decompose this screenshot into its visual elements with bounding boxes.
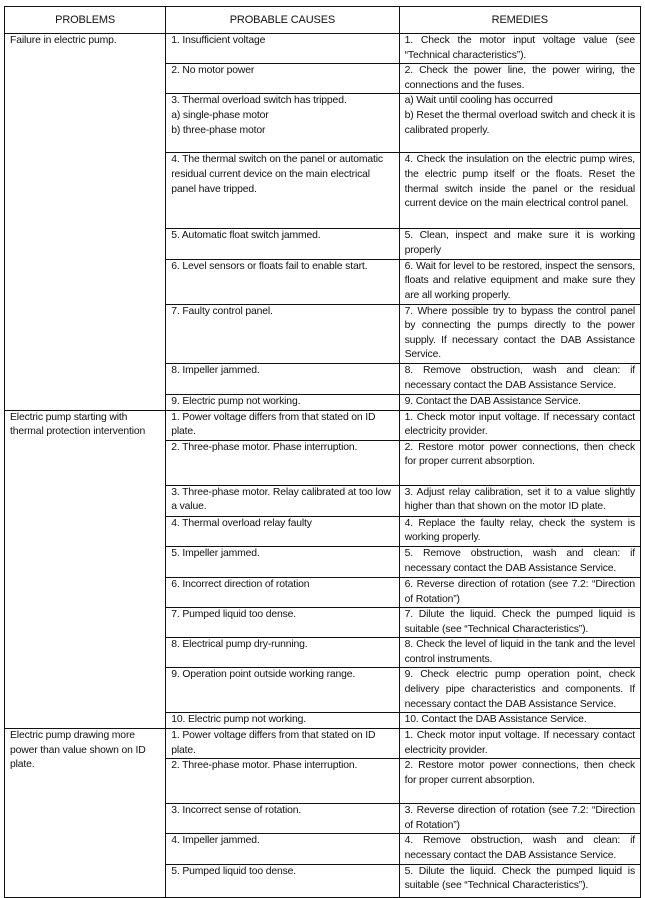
cause-cell: 4. Thermal overload relay faulty	[166, 516, 399, 546]
table-body	[5, 34, 641, 898]
remedy-cell: 1. Check motor input voltage. If necessary contact electricity provider.	[399, 729, 640, 759]
remedy-cell: 1. Check motor input voltage. If necessary contact electricity provider.	[399, 410, 640, 440]
problem-cell: Failure in electric pump.	[5, 34, 166, 411]
remedy-cell: 2. Check the power line, the power wiring, the connections and the fuses.	[399, 64, 640, 94]
remedy-cell: 8. Check the level of liquid in the tank and the level control instruments.	[399, 638, 640, 668]
remedy-cell: 6. Reverse direction of rotation (see 7.2: “Direction of Rotation”)	[399, 577, 640, 607]
remedy-cell: 7. Dilute the liquid. Check the pumped liquid is suitable (see “Technical Characteristics”).	[399, 608, 640, 638]
cause-cell: 3. Three-phase motor. Relay calibrated at too low a value.	[166, 485, 399, 516]
problem-cell: Electric pump drawing more power than value shown on ID plate.	[5, 729, 166, 898]
header-remedies: REMEDIES	[399, 7, 640, 34]
cause-cell: 9. Electric pump not working.	[166, 394, 399, 410]
remedy-cell: 9. Check electric pump operation point, check delivery pipe characteristics and components. If necessary contact the DAB Assistance Service.	[399, 668, 640, 713]
cause-cell: 5. Impeller jammed.	[166, 546, 399, 577]
cause-cell: 9. Operation point outside working range.	[166, 668, 399, 713]
remedy-cell: 4. Check the insulation on the electric pump wires, the electric pump itself or the floats. Reset the thermal switch inside the panel or the residual current device on the main electrical control panel.	[399, 153, 640, 229]
cause-line: a) single-phase motor	[171, 109, 269, 121]
problem-cell: Electric pump starting with thermal protection intervention	[5, 410, 166, 729]
remedy-cell: 7. Where possible try to bypass the control panel by connecting the pumps directly to the power supply. If necessary contact the DAB Assistance Service.	[399, 304, 640, 363]
remedy-cell: 9. Contact the DAB Assistance Service.	[399, 394, 640, 410]
cause-cell: 8. Impeller jammed.	[166, 363, 399, 394]
header-problems: PROBLEMS	[5, 7, 166, 34]
header-row	[5, 7, 641, 34]
remedy-cell: 4. Replace the faulty relay, check the system is working properly.	[399, 516, 640, 546]
cause-cell: 3. Incorrect sense of rotation.	[166, 804, 399, 834]
remedy-cell: 2. Restore motor power connections, then check for proper current absorption.	[399, 759, 640, 804]
cause-cell: 10. Electric pump not working.	[166, 713, 399, 729]
remedy-cell: 10. Contact the DAB Assistance Service.	[399, 713, 640, 729]
remedy-cell: 5. Remove obstruction, wash and clean: if necessary contact the DAB Assistance Service.	[399, 546, 640, 577]
cause-cell: 7. Faulty control panel.	[166, 304, 399, 363]
cause-cell: 4. Impeller jammed.	[166, 834, 399, 864]
remedy-cell: 2. Restore motor power connections, then check for proper current absorption.	[399, 440, 640, 485]
remedy-cell	[399, 94, 640, 153]
cause-line: b) three-phase motor	[171, 124, 266, 136]
cause-cell	[166, 94, 399, 153]
remedy-line: b) Reset the thermal overload switch and check it is calibrated properly.	[404, 109, 635, 136]
table-row	[5, 410, 641, 440]
cause-cell: 1. Power voltage differs from that stated on ID plate.	[166, 410, 399, 440]
troubleshooting-table	[4, 6, 641, 898]
cause-cell: 7. Pumped liquid too dense.	[166, 608, 399, 638]
cause-cell: 5. Pumped liquid too dense.	[166, 864, 399, 897]
remedy-cell: 6. Wait for level to be restored, inspect the sensors, floats and relative equipment and make sure they are all working properly.	[399, 259, 640, 304]
cause-cell: 2. No motor power	[166, 64, 399, 94]
remedy-cell: 5. Dilute the liquid. Check the pumped liquid is suitable (see “Technical Characteristics”).	[399, 864, 640, 897]
cause-cell: 1. Insufficient voltage	[166, 34, 399, 64]
remedy-cell: 4. Remove obstruction, wash and clean: if necessary contact the DAB Assistance Service.	[399, 834, 640, 864]
cause-cell: 1. Power voltage differs from that stated on ID plate.	[166, 729, 399, 759]
remedy-line: a) Wait until cooling has occurred	[404, 95, 553, 107]
cause-line: 3. Thermal overload switch has tripped.	[171, 95, 347, 107]
remedy-cell: 1. Check the motor input voltage value (see “Technical characteristics”).	[399, 34, 640, 64]
remedy-cell: 8. Remove obstruction, wash and clean: if necessary contact the DAB Assistance Service.	[399, 363, 640, 394]
cause-cell: 2. Three-phase motor. Phase interruption.	[166, 759, 399, 804]
table-row	[5, 729, 641, 759]
cause-cell: 2. Three-phase motor. Phase interruption.	[166, 440, 399, 485]
remedy-cell: 3. Reverse direction of rotation (see 7.2: “Direction of Rotation”)	[399, 804, 640, 834]
cause-cell: 8. Electrical pump dry-running.	[166, 638, 399, 668]
cause-cell: 5. Automatic float switch jammed.	[166, 229, 399, 259]
header-probable-causes: PROBABLE CAUSES	[166, 7, 399, 34]
remedy-cell: 5. Clean, inspect and make sure it is working properly	[399, 229, 640, 259]
table-row	[5, 34, 641, 64]
cause-cell: 6. Incorrect direction of rotation	[166, 577, 399, 607]
cause-cell: 6. Level sensors or floats fail to enable start.	[166, 259, 399, 304]
remedy-cell: 3. Adjust relay calibration, set it to a value slightly higher than that shown on the motor ID plate.	[399, 485, 640, 516]
cause-cell: 4. The thermal switch on the panel or automatic residual current device on the main electrical panel have tripped.	[166, 153, 399, 229]
